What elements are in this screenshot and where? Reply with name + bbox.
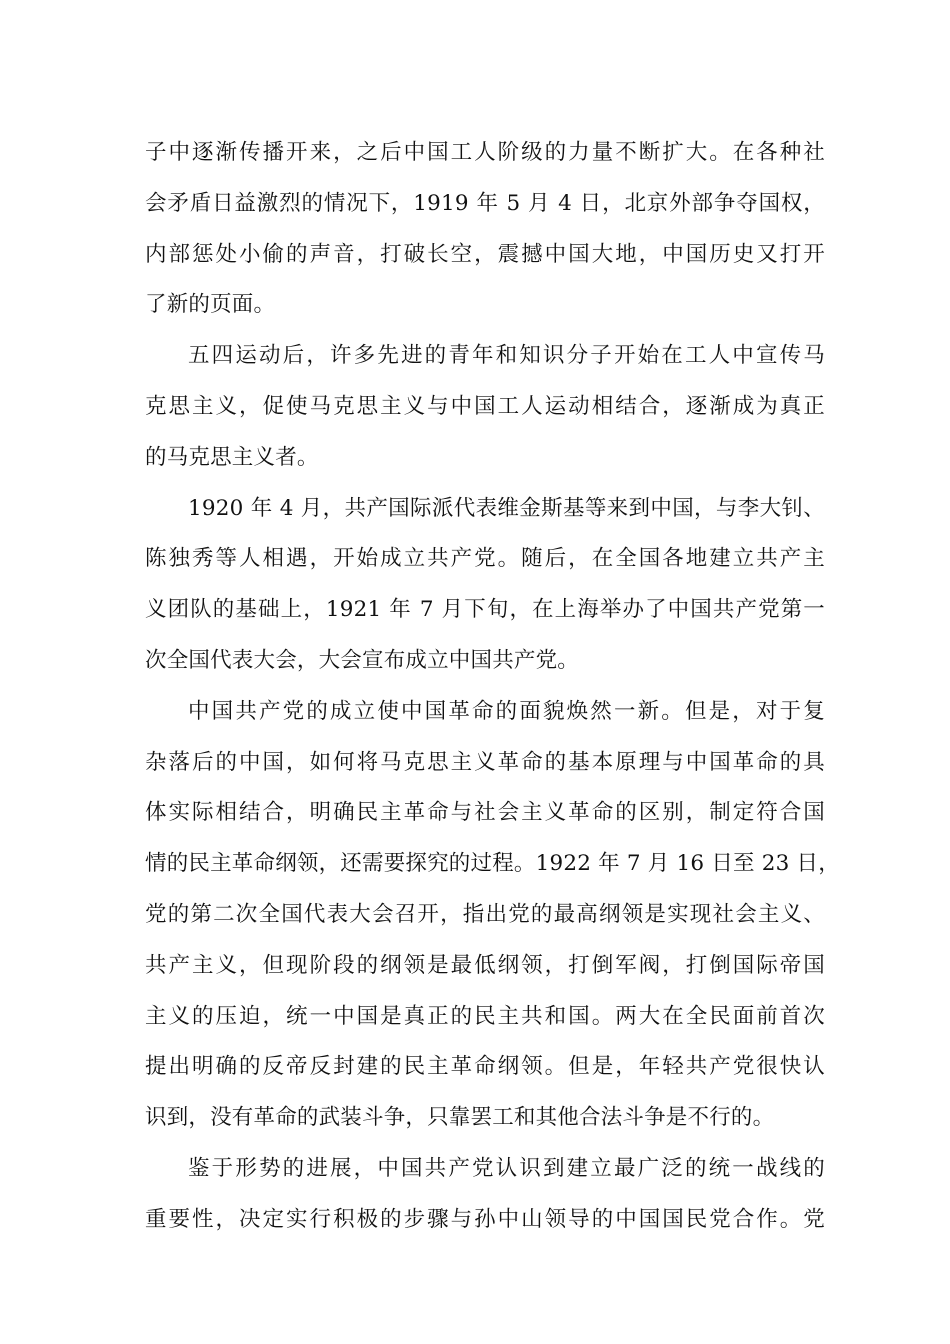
- text-line: 体实际相结合，明确民主革命与社会主义革命的区别，制定符合国: [145, 800, 825, 826]
- text-line: 共产主义，但现阶段的纲领是最低纲领，打倒军阀，打倒国际帝国: [145, 952, 825, 978]
- text-line: 主义的压迫，统一中国是真正的民主共和国。两大在全民面前首次: [145, 1003, 825, 1029]
- text-line: 鉴于形势的进展，中国共产党认识到建立最广泛的统一战线的: [188, 1155, 825, 1181]
- text-line: 1920 年 4 月，共产国际派代表维金斯基等来到中国，与李大钊、: [188, 495, 825, 521]
- text-line: 情的民主革命纲领，还需要探究的过程。1922 年 7 月 16 日至 23 日，: [145, 851, 840, 877]
- text-line: 克思主义，促使马克思主义与中国工人运动相结合，逐渐成为真正: [145, 393, 825, 419]
- text-line: 提出明确的反帝反封建的民主革命纲领。但是，年轻共产党很快认: [145, 1054, 825, 1080]
- text-line: 了新的页面。: [145, 292, 276, 318]
- text-line: 陈独秀等人相遇，开始成立共产党。随后，在全国各地建立共产主: [145, 546, 825, 572]
- text-line: 重要性，决定实行积极的步骤与孙中山领导的中国国民党合作。党: [145, 1206, 825, 1232]
- text-line: 五四运动后，许多先进的青年和知识分子开始在工人中宣传马: [188, 343, 825, 369]
- body-text: [145, 128, 840, 1246]
- text-line: 识到，没有革命的武装斗争，只靠罢工和其他合法斗争是不行的。: [145, 1105, 775, 1131]
- text-line: 内部惩处小偷的声音，打破长空，震撼中国大地，中国历史又打开: [145, 241, 825, 267]
- text-line: 次全国代表大会，大会宣布成立中国共产党。: [145, 647, 580, 673]
- text-line: 子中逐渐传播开来，之后中国工人阶级的力量不断扩大。在各种社: [145, 140, 825, 165]
- text-line: 党的第二次全国代表大会召开，指出党的最高纲领是实现社会主义、: [145, 901, 825, 927]
- text-line: 中国共产党的成立使中国革命的面貌焕然一新。但是，对于复: [188, 698, 825, 724]
- text-line: 杂落后的中国，如何将马克思主义革命的基本原理与中国革命的具: [145, 749, 825, 775]
- text-line: 会矛盾日益激烈的情况下，1919 年 5 月 4 日，北京外部争夺国权，: [145, 190, 825, 216]
- text-line: 义团队的基础上，1921 年 7 月下旬，在上海举办了中国共产党第一: [145, 597, 825, 623]
- text-line: 的马克思主义者。: [145, 444, 319, 470]
